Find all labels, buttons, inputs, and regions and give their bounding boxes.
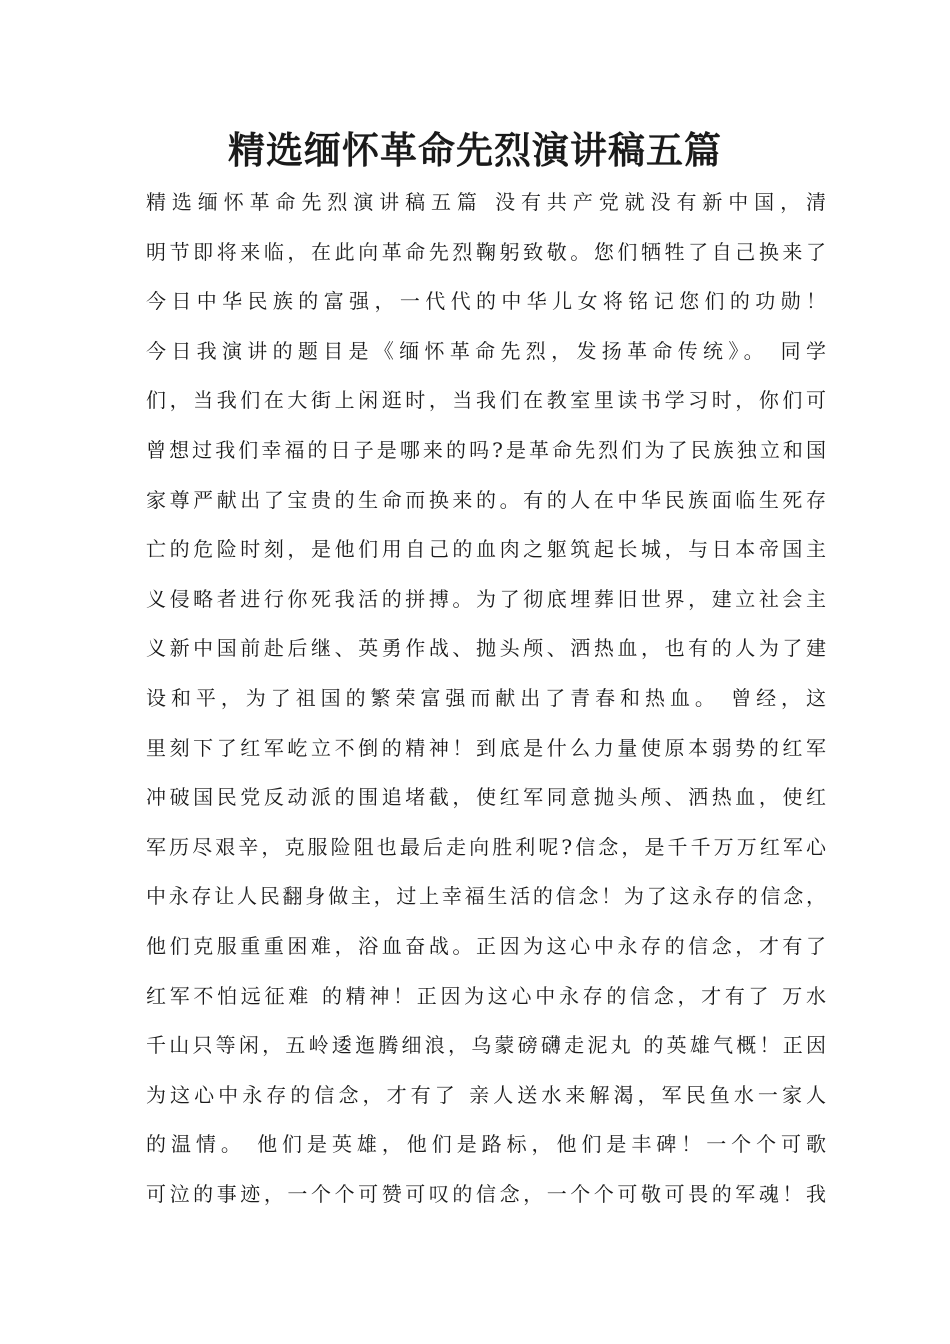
body-line: 今日中华民族的富强，一代代的中华儿女将铭记您们的功勋！ bbox=[146, 289, 826, 314]
body-line: 家尊严献出了宝贵的生命而换来的。有的人在中华民族面临生死存 bbox=[146, 487, 826, 512]
body-line: 亡的危险时刻，是他们用自己的血肉之躯筑起长城，与日本帝国主 bbox=[146, 537, 826, 562]
body-line: 义侵略者进行你死我活的拼搏。为了彻底埋葬旧世界，建立社会主 bbox=[146, 586, 826, 611]
body-line: 曾想过我们幸福的日子是哪来的吗?是革命先烈们为了民族独立和国 bbox=[146, 437, 826, 462]
body-line: 他们克服重重困难，浴血奋战。正因为这心中永存的信念，才有了 bbox=[146, 933, 826, 958]
document-body bbox=[146, 182, 826, 1223]
body-line: 明节即将来临，在此向革命先烈鞠躬致敬。您们牺牲了自己换来了 bbox=[146, 239, 826, 264]
document-title: 精选缅怀革命先烈演讲稿五篇 bbox=[228, 129, 722, 172]
body-line: 千山只等闲，五岭逶迤腾细浪，乌蒙磅礴走泥丸 的英雄气概！正因 bbox=[146, 1033, 826, 1058]
body-line: 为这心中永存的信念，才有了 亲人送水来解渴，军民鱼水一家人 bbox=[146, 1082, 826, 1107]
body-line: 中永存让人民翻身做主，过上幸福生活的信念！为了这永存的信念， bbox=[146, 884, 826, 909]
body-line: 冲破国民党反动派的围追堵截，使红军同意抛头颅、洒热血，使红 bbox=[146, 785, 826, 810]
body-line: 们，当我们在大街上闲逛时，当我们在教室里读书学习时，你们可 bbox=[146, 388, 826, 413]
body-line: 精选缅怀革命先烈演讲稿五篇 没有共产党就没有新中国，清 bbox=[146, 190, 826, 214]
body-line: 今日我演讲的题目是《缅怀革命先烈，发扬革命传统》。 同学 bbox=[146, 338, 826, 363]
body-line: 设和平，为了祖国的繁荣富强而献出了青春和热血。 曾经，这 bbox=[146, 685, 826, 710]
body-line: 军历尽艰辛，克服险阻也最后走向胜利呢?信念，是千千万万红军心 bbox=[146, 834, 826, 859]
body-line: 里刻下了红军屹立不倒的精神！到底是什么力量使原本弱势的红军 bbox=[146, 735, 826, 760]
body-line: 红军不怕远征难 的精神！正因为这心中永存的信念，才有了 万水 bbox=[146, 983, 826, 1008]
body-line: 可泣的事迹，一个个可赞可叹的信念，一个个可敬可畏的军魂！我 bbox=[146, 1181, 826, 1206]
body-line: 义新中国前赴后继、英勇作战、抛头颅、洒热血，也有的人为了建 bbox=[146, 636, 826, 661]
body-line: 的温情。 他们是英雄，他们是路标，他们是丰碑！一个个可歌 bbox=[146, 1132, 826, 1157]
